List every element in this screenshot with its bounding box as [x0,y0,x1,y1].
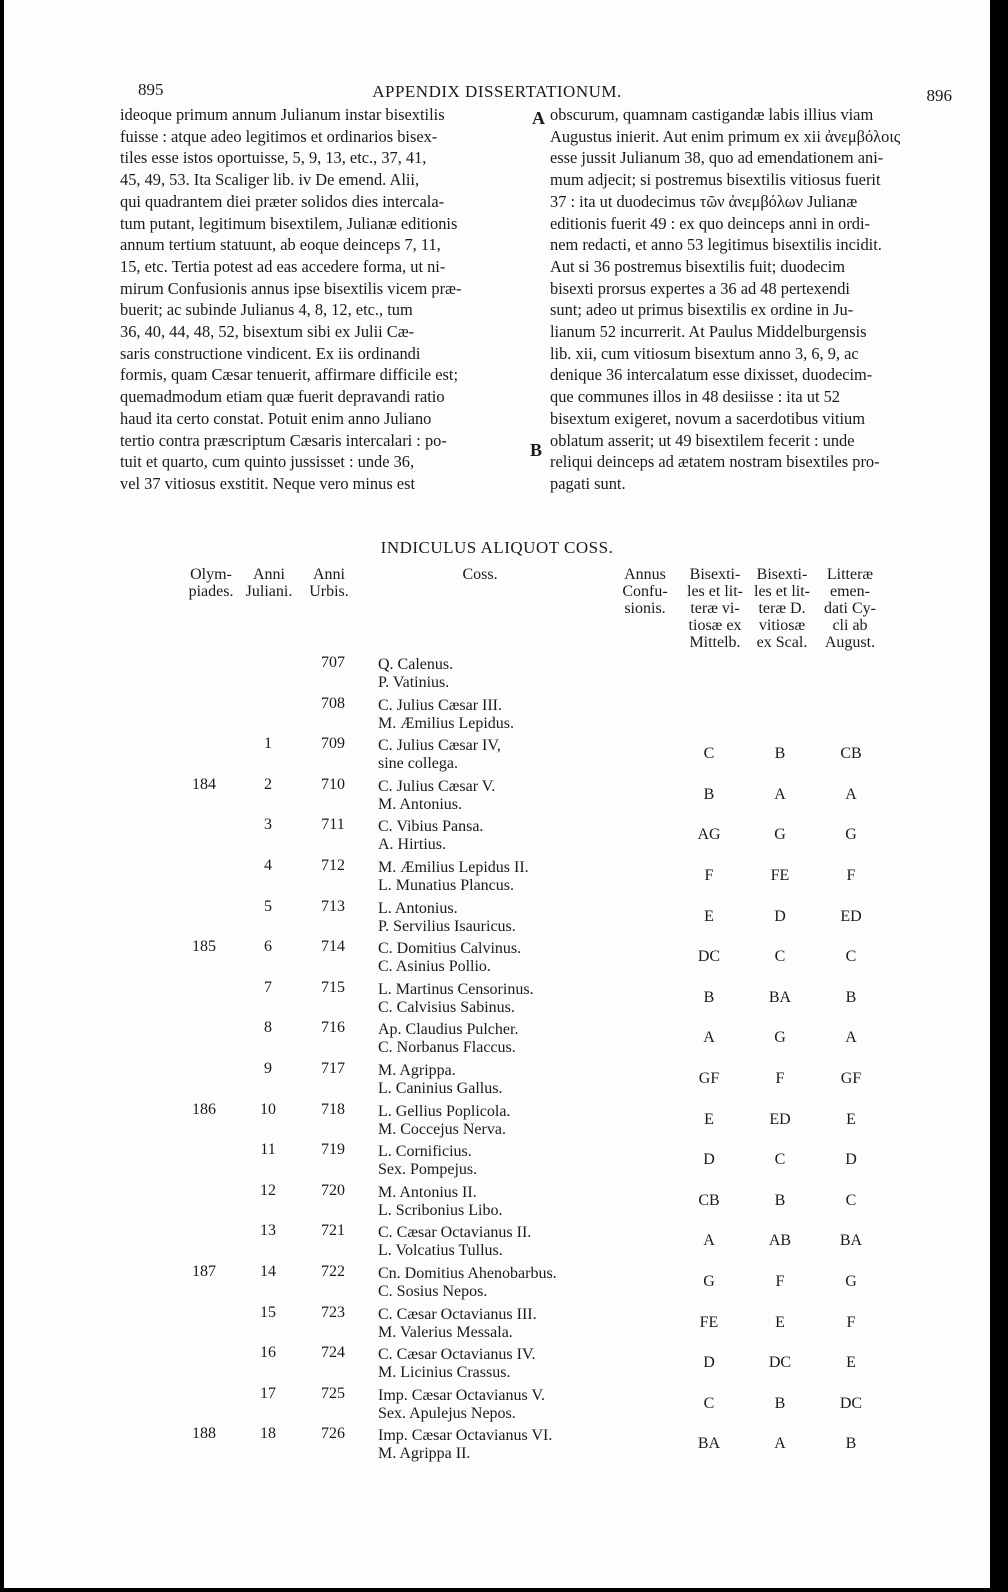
cell-letter-scal: B [774,745,786,762]
cell-consul-2: C. Asinius Pollio. [378,958,491,975]
cell-letter-mittelb: AG [697,826,721,843]
cell-olympiad: 188 [192,1425,216,1442]
cell-annus-julianus: 10 [260,1101,276,1118]
header-line: Juliani. [245,583,293,600]
cell-letter-mittelb: DC [697,948,721,965]
cell-letter-august: E [846,1354,856,1371]
header-line: sionis. [624,600,666,617]
text-line: tuit et quarto, cum quinto jussisset : unde 36, [120,452,415,472]
cell-letter-scal: ED [769,1111,791,1128]
cell-annus-urbis: 715 [321,979,345,996]
cell-annus-urbis: 712 [321,857,345,874]
margin-mark-b: B [530,440,543,460]
cell-annus-urbis: 708 [321,695,345,712]
text-line: bisexti prorsus expertes a 36 ad 48 pertexendi [550,278,850,298]
cell-consul-2: C. Sosius Nepos. [378,1283,488,1300]
cell-consul-1: C. Julius Cæsar III. [378,697,502,714]
header-coss [440,566,520,583]
cell-consul-1: M. Antonius II. [378,1184,477,1201]
cell-annus-urbis: 714 [321,938,345,955]
cell-consul-1: M. Æmilius Lepidus II. [378,859,529,876]
cell-annus-julianus: 7 [264,979,272,996]
cell-letter-august: B [845,989,857,1006]
cell-letter-august: A [845,786,857,803]
header-litterae-august [814,566,886,651]
cell-consul-1: C. Domitius Calvinus. [378,940,522,957]
cell-letter-august: F [846,867,856,884]
text-line: 37 : ita ut duodecimus τῶν ἀνεμβόλων Julianæ [550,191,858,211]
cell-annus-urbis: 713 [321,898,345,915]
text-line: buerit; ac subinde Julianus 4, 8, 12, etc., tum [120,300,413,320]
cell-letter-mittelb: G [703,1273,715,1290]
cell-letter-august: C [845,948,857,965]
header-line: Anni [313,566,345,583]
cell-letter-mittelb: C [703,745,715,762]
cell-letter-mittelb: FE [699,1314,719,1331]
cell-letter-august: BA [839,1232,863,1249]
text-line: formis, quam Cæsar tenuerit, affirmare difficile est; [120,365,459,385]
cell-olympiad: 185 [192,938,216,955]
header-line: Urbis. [309,583,349,600]
cell-annus-urbis: 710 [321,776,345,793]
cell-letter-mittelb: B [703,989,715,1006]
header-line: tiosæ ex [688,617,742,634]
cell-letter-august: B [845,1435,857,1452]
cell-annus-julianus: 6 [264,938,272,955]
text-line: lianum 52 incurrerit. At Paulus Middelburgensis [550,322,867,342]
header-line: emen- [830,583,870,600]
cell-letter-mittelb: A [703,1029,715,1046]
cell-letter-scal: F [775,1273,785,1290]
cell-letter-august: CB [840,745,862,762]
page-number-left: 895 [138,80,164,99]
text-line: fuisse : atque adeo legitimos et ordinarios bisex- [120,126,438,146]
text-line: obscurum, quamnam castigandæ labis illius viam [550,105,874,124]
header-line: dati Cy- [824,600,876,617]
text-line: mum adjecit; si postremus bisextilis vitiosus fuerit [550,170,881,190]
text-line: Aut si 36 postremus bisextilis fuit; duodecim [550,256,846,276]
text-line: lib. xii, cum vitiosum bisextum anno 3, 6, 9, ac [550,343,859,363]
text-line: 45, 49, 53. Ita Scaliger lib. iv De emend. Alii, [120,170,420,190]
table-title: INDICULUS ALIQUOT COSS. [380,538,614,557]
cell-letter-august: F [846,1314,856,1331]
cell-letter-scal: G [774,826,786,843]
header-line: teræ D. [758,600,806,617]
cell-consul-2: P. Vatinius. [378,674,450,691]
cell-annus-julianus: 4 [264,857,272,874]
cell-annus-julianus: 9 [264,1060,272,1077]
cell-consul-1: L. Antonius. [378,900,458,917]
cell-consul-1: L. Martinus Censorinus. [378,981,534,998]
cell-letter-mittelb: C [703,1395,715,1412]
header-line: les et lit- [754,583,810,600]
cell-consul-2: M. Agrippa II. [378,1445,471,1462]
cell-annus-urbis: 720 [321,1182,345,1199]
text-line: tertio contra præscriptum Cæsaris intercalari : po- [120,430,447,450]
cell-consul-1: Imp. Cæsar Octavianus VI. [378,1427,553,1444]
cell-consul-1: C. Julius Cæsar IV, [378,737,501,754]
text-line: editionis fuerit 49 : ex quo deinceps anni in ordi- [550,213,871,233]
cell-annus-julianus: 2 [264,776,272,793]
cell-consul-1: C. Cæsar Octavianus II. [378,1224,532,1241]
cell-letter-scal: D [774,908,786,925]
cell-consul-2: M. Licinius Crassus. [378,1364,511,1381]
header-anni-juliani [242,566,296,600]
cell-consul-2: M. Antonius. [378,796,463,813]
cell-annus-urbis: 725 [321,1385,345,1402]
text-line: qui quadrantem diei præter solidos dies intercala- [120,191,445,211]
cell-consul-1: C. Vibius Pansa. [378,818,484,835]
cell-consul-2: M. Valerius Messala. [378,1324,513,1341]
cell-letter-scal: C [774,1151,786,1168]
header-line: August. [824,634,876,651]
text-line: tum putant, legitimum bisextilem, Julianæ editionis [120,213,458,233]
cell-consul-2: Sex. Pompejus. [378,1161,478,1178]
header-line: Litteræ [826,566,874,583]
cell-annus-julianus: 14 [260,1263,276,1280]
header-bisextiles-mittelb [680,566,750,651]
cell-consul-2: sine collega. [378,755,458,772]
page-number-right: 896 [926,86,952,105]
cell-annus-julianus: 8 [264,1019,272,1036]
header-line: Coss. [462,566,498,583]
cell-annus-julianus: 12 [260,1182,276,1199]
header-line: Olym- [190,566,232,583]
left-text-column [120,104,528,495]
cell-letter-scal: B [774,1192,786,1209]
cell-annus-urbis: 711 [321,816,345,833]
cell-annus-julianus: 3 [264,816,272,833]
text-line: tiles esse istos oportuisse, 5, 9, 13, etc., 37, 41, [120,148,427,168]
cell-annus-urbis: 719 [321,1141,345,1158]
cell-consul-1: Ap. Claudius Pulcher. [378,1021,519,1038]
cell-letter-scal: FE [770,867,790,884]
cell-letter-august: E [846,1111,856,1128]
cell-consul-2: C. Norbanus Flaccus. [378,1039,516,1056]
margin-mark-a: A [532,108,545,128]
cell-letter-mittelb: E [704,908,714,925]
header-line: les et lit- [687,583,743,600]
cell-letter-mittelb: D [703,1151,715,1168]
cell-letter-scal: A [774,1435,786,1452]
cell-annus-julianus: 18 [260,1425,276,1442]
text-line: sunt; adeo ut primus bisextilis ex ordine in Ju- [550,300,854,320]
cell-annus-julianus: 5 [264,898,272,915]
cell-consul-2: P. Servilius Isauricus. [378,918,516,935]
text-line: Augustus inierit. Aut enim primum ex xii ἀνεμβόλοις [550,126,901,146]
cell-letter-scal: B [774,1395,786,1412]
cell-letter-august: D [845,1151,857,1168]
cell-letter-mittelb: CB [698,1192,720,1209]
header-olympiades [182,566,240,600]
book-page [4,0,990,1588]
cell-annus-urbis: 707 [321,654,345,671]
text-line: vel 37 vitiosus exstitit. Neque vero minus est [120,473,415,493]
text-line: esse jussit Julianum 38, quo ad emendationem ani- [550,148,884,168]
cell-letter-mittelb: BA [697,1435,721,1452]
text-line: reliqui deinceps ad ætatem nostram bisextiles pro- [550,452,880,472]
cell-olympiad: 187 [192,1263,216,1280]
text-line: saris constructione vindicent. Ex iis ordinandi [120,343,421,363]
cell-letter-august: ED [840,908,862,925]
cell-letter-august: A [845,1029,857,1046]
cell-consul-1: C. Cæsar Octavianus III. [378,1306,537,1323]
running-title: APPENDIX DISSERTATIONUM. [372,82,622,101]
cell-annus-julianus: 15 [260,1304,276,1321]
header-anni-urbis [304,566,354,600]
cell-consul-2: A. Hirtius. [378,836,446,853]
cell-annus-urbis: 723 [321,1304,345,1321]
header-line: ex Scal. [756,634,808,651]
cell-annus-urbis: 726 [321,1425,345,1442]
running-header [4,80,990,106]
text-line: mirum Confusionis annus ipse bisextilis vicem præ- [120,278,462,298]
cell-olympiad: 186 [192,1101,216,1118]
header-line: Confu- [622,583,668,600]
cell-consul-2: C. Calvisius Sabinus. [378,999,515,1016]
text-line: oblatum asserit; ut 49 bisextilem fecerit : unde [550,430,855,450]
cell-annus-julianus: 11 [260,1141,276,1158]
cell-annus-julianus: 13 [260,1222,276,1239]
cell-letter-scal: E [775,1314,785,1331]
cell-letter-scal: C [774,948,786,965]
cell-annus-urbis: 724 [321,1344,345,1361]
cell-letter-mittelb: B [703,786,715,803]
cell-letter-august: G [845,826,857,843]
text-line: quemadmodum etiam quæ fuerit depravandi ratio [120,387,445,407]
cell-annus-urbis: 721 [321,1222,345,1239]
cell-letter-mittelb: F [704,867,714,884]
cell-annus-urbis: 716 [321,1019,345,1036]
text-line: pagati sunt. [550,473,626,493]
cell-consul-2: M. Coccejus Nerva. [378,1121,506,1138]
cell-consul-1: Imp. Cæsar Octavianus V. [378,1387,545,1404]
cell-consul-2: L. Volcatius Tullus. [378,1242,503,1259]
text-line: nem redacti, et anno 53 legitimus bisextilis incidit. [550,235,882,255]
cell-letter-august: DC [839,1395,863,1412]
header-bisextiles-scal [748,566,816,651]
header-line: cli ab [832,617,868,634]
cell-annus-urbis: 722 [321,1263,345,1280]
cell-letter-august: GF [840,1070,862,1087]
cell-consul-2: L. Scribonius Libo. [378,1202,503,1219]
cell-letter-mittelb: D [703,1354,715,1371]
cell-consul-1: Cn. Domitius Ahenobarbus. [378,1265,557,1282]
cell-consul-1: L. Cornificius. [378,1143,472,1160]
cell-annus-urbis: 709 [321,735,345,752]
text-line: que communes illos in 48 desiisse : ita ut 52 [550,387,840,407]
text-line: annum tertium statuunt, ab eoque deinceps 7, 11, [120,235,441,255]
cell-letter-scal: G [774,1029,786,1046]
cell-consul-1: L. Gellius Poplicola. [378,1103,511,1120]
cell-consul-1: Q. Calenus. [378,656,454,673]
cell-letter-august: G [845,1273,857,1290]
cell-consul-2: L. Munatius Plancus. [378,877,514,894]
header-line: Bisexti- [756,566,808,583]
header-line: Annus [624,566,666,583]
text-line: haud ita certo constat. Potuit enim anno Juliano [120,408,432,428]
header-line: Anni [253,566,285,583]
cell-letter-august: C [845,1192,857,1209]
cell-consul-2: L. Caninius Gallus. [378,1080,503,1097]
cell-olympiad: 184 [192,776,216,793]
cell-annus-julianus: 17 [260,1385,276,1402]
cell-letter-mittelb: GF [698,1070,720,1087]
cell-letter-mittelb: E [704,1111,714,1128]
cell-consul-1: M. Agrippa. [378,1062,456,1079]
cell-annus-urbis: 717 [321,1060,345,1077]
header-annus-confusionis [616,566,674,617]
cell-consul-1: C. Julius Cæsar V. [378,778,496,795]
text-line: 15, etc. Tertia potest ad eas accedere forma, ut ni- [120,256,446,276]
text-line: bisextum exigeret, novum a sacerdotibus vitium [550,408,865,428]
cell-consul-2: M. Æmilius Lepidus. [378,715,515,732]
text-line: ideoque primum annum Julianum instar bisextilis [120,105,445,124]
text-line: 36, 40, 44, 48, 52, bisextum sibi ex Julii Cæ- [120,322,415,342]
header-line: vitiosæ [758,617,806,634]
cell-annus-urbis: 718 [321,1101,345,1118]
cell-letter-mittelb: A [703,1232,715,1249]
cell-letter-scal: A [774,786,786,803]
header-line: teræ vi- [690,600,740,617]
cell-letter-scal: AB [768,1232,792,1249]
cell-annus-julianus: 16 [260,1344,276,1361]
text-line: denique 36 intercalatum esse dixisset, duodecim- [550,365,873,385]
right-text-column [550,104,950,495]
cell-letter-scal: BA [768,989,792,1006]
header-line: piades. [188,583,234,600]
header-line: Bisexti- [689,566,741,583]
header-line: Mittelb. [689,634,741,651]
cell-annus-julianus: 1 [264,735,272,752]
cell-letter-scal: F [775,1070,785,1087]
cell-consul-1: C. Cæsar Octavianus IV. [378,1346,536,1363]
cell-consul-2: Sex. Apulejus Nepos. [378,1405,516,1422]
cell-letter-scal: DC [768,1354,792,1371]
